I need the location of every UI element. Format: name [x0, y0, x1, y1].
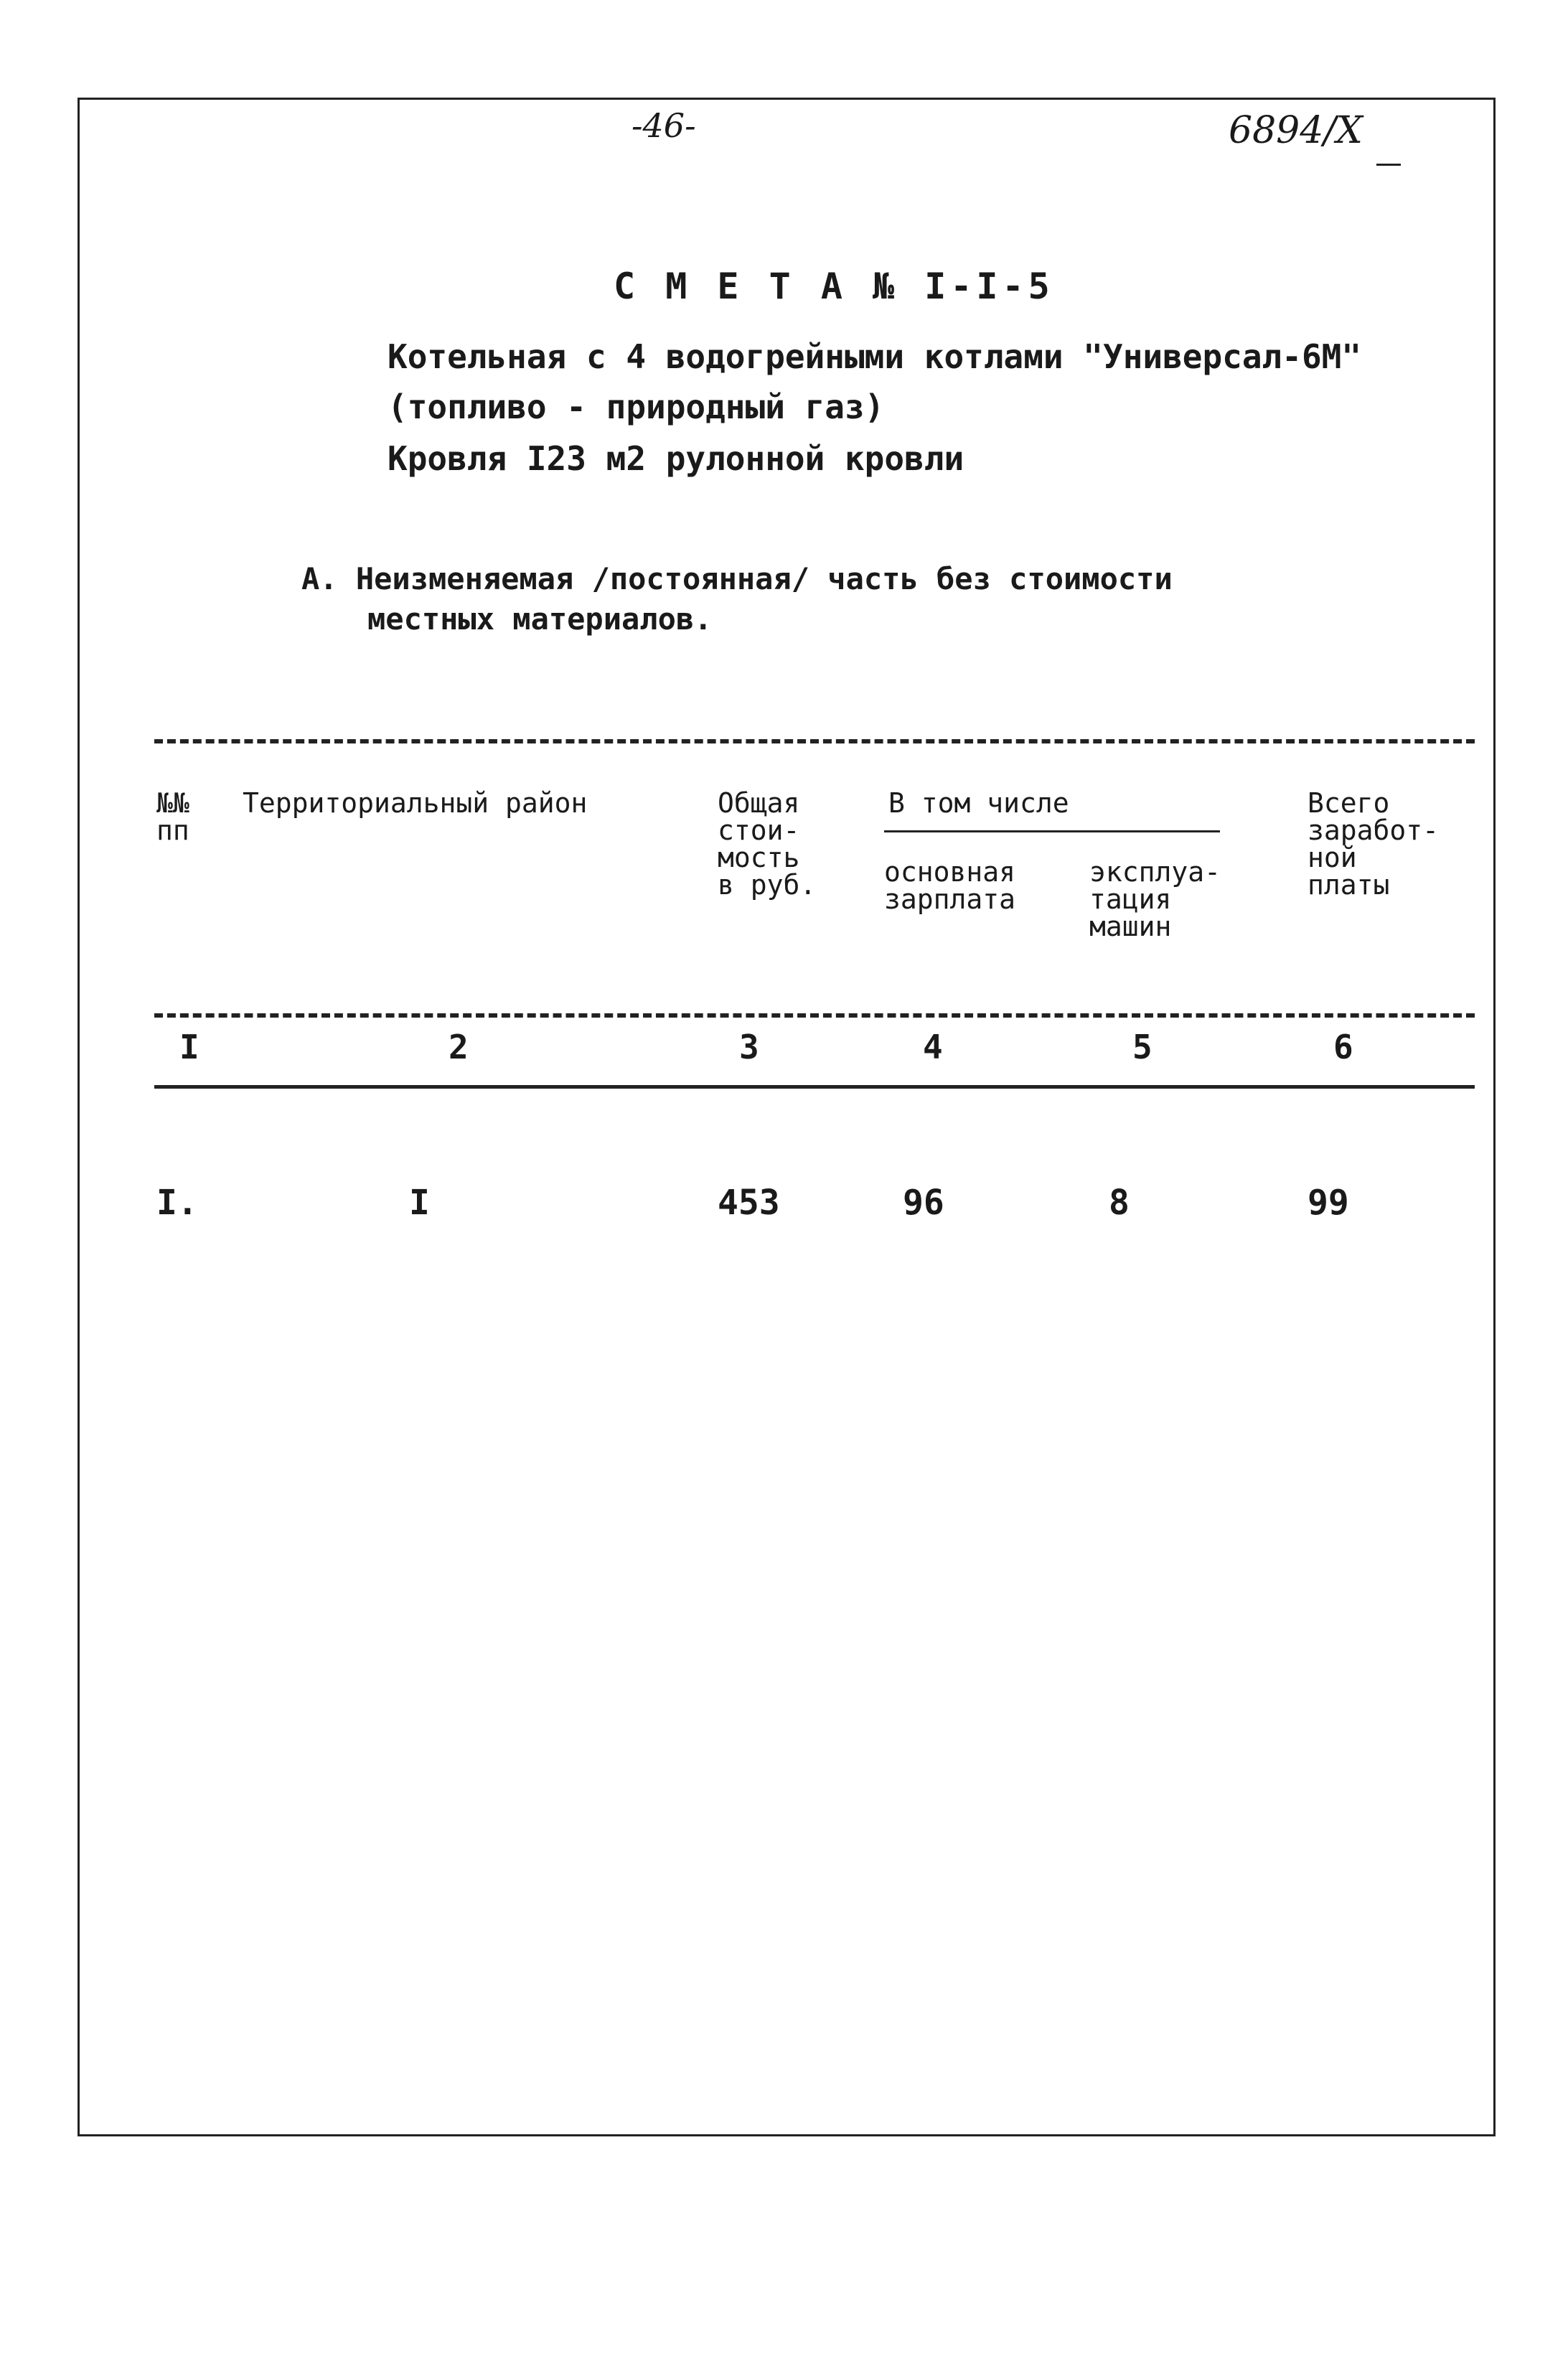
header-bottom-rule [154, 1013, 1475, 1018]
col-header-total-wage: Всего заработ- ной платы [1308, 787, 1440, 901]
subtitle-line-1: Котельная с 4 водогрейными котлами "Универсал-6М" [388, 337, 1362, 376]
column-numbers-rule [154, 1085, 1475, 1089]
row-1-machines: 8 [1109, 1183, 1130, 1223]
col-number-1: I [179, 1028, 199, 1066]
row-1-district: I [409, 1183, 430, 1223]
col-number-3: 3 [739, 1028, 759, 1066]
col-header-district: Территориальный район [243, 787, 588, 819]
subtitle-line-2: (топливо - природный газ) [388, 388, 885, 426]
group-underline [884, 830, 1220, 832]
row-1-total-cost: 453 [718, 1183, 780, 1223]
row-1-total-wage: 99 [1308, 1183, 1349, 1223]
col-number-6: 6 [1333, 1028, 1353, 1066]
col-header-basic-wage: основная зарплата [884, 856, 1016, 915]
section-heading-line-1: А. Неизменяемая /постоянная/ часть без стоимости [301, 561, 1173, 596]
subtitle-line-3: Кровля I23 м2 рулонной кровли [388, 439, 964, 478]
col-header-machines: эксплуа- тация машин [1089, 856, 1221, 942]
row-1-number: I. [156, 1183, 198, 1223]
col-number-5: 5 [1132, 1028, 1152, 1066]
col-header-number: №№ пп [156, 787, 189, 846]
col-header-group: В том числе [888, 787, 1069, 819]
document-title: С М Е Т А № I-I-5 [614, 266, 1054, 307]
col-header-total-cost: Общая стои- мость в руб. [718, 787, 817, 901]
page-number: -46- [632, 106, 696, 145]
section-heading-line-2: местных материалов. [367, 601, 713, 637]
col-number-2: 2 [449, 1028, 469, 1066]
row-1-basic-wage: 96 [903, 1183, 944, 1223]
archive-underline [1376, 164, 1401, 166]
archive-code: 6894/X [1229, 109, 1363, 152]
col-number-4: 4 [923, 1028, 943, 1066]
table-top-rule [154, 739, 1475, 743]
